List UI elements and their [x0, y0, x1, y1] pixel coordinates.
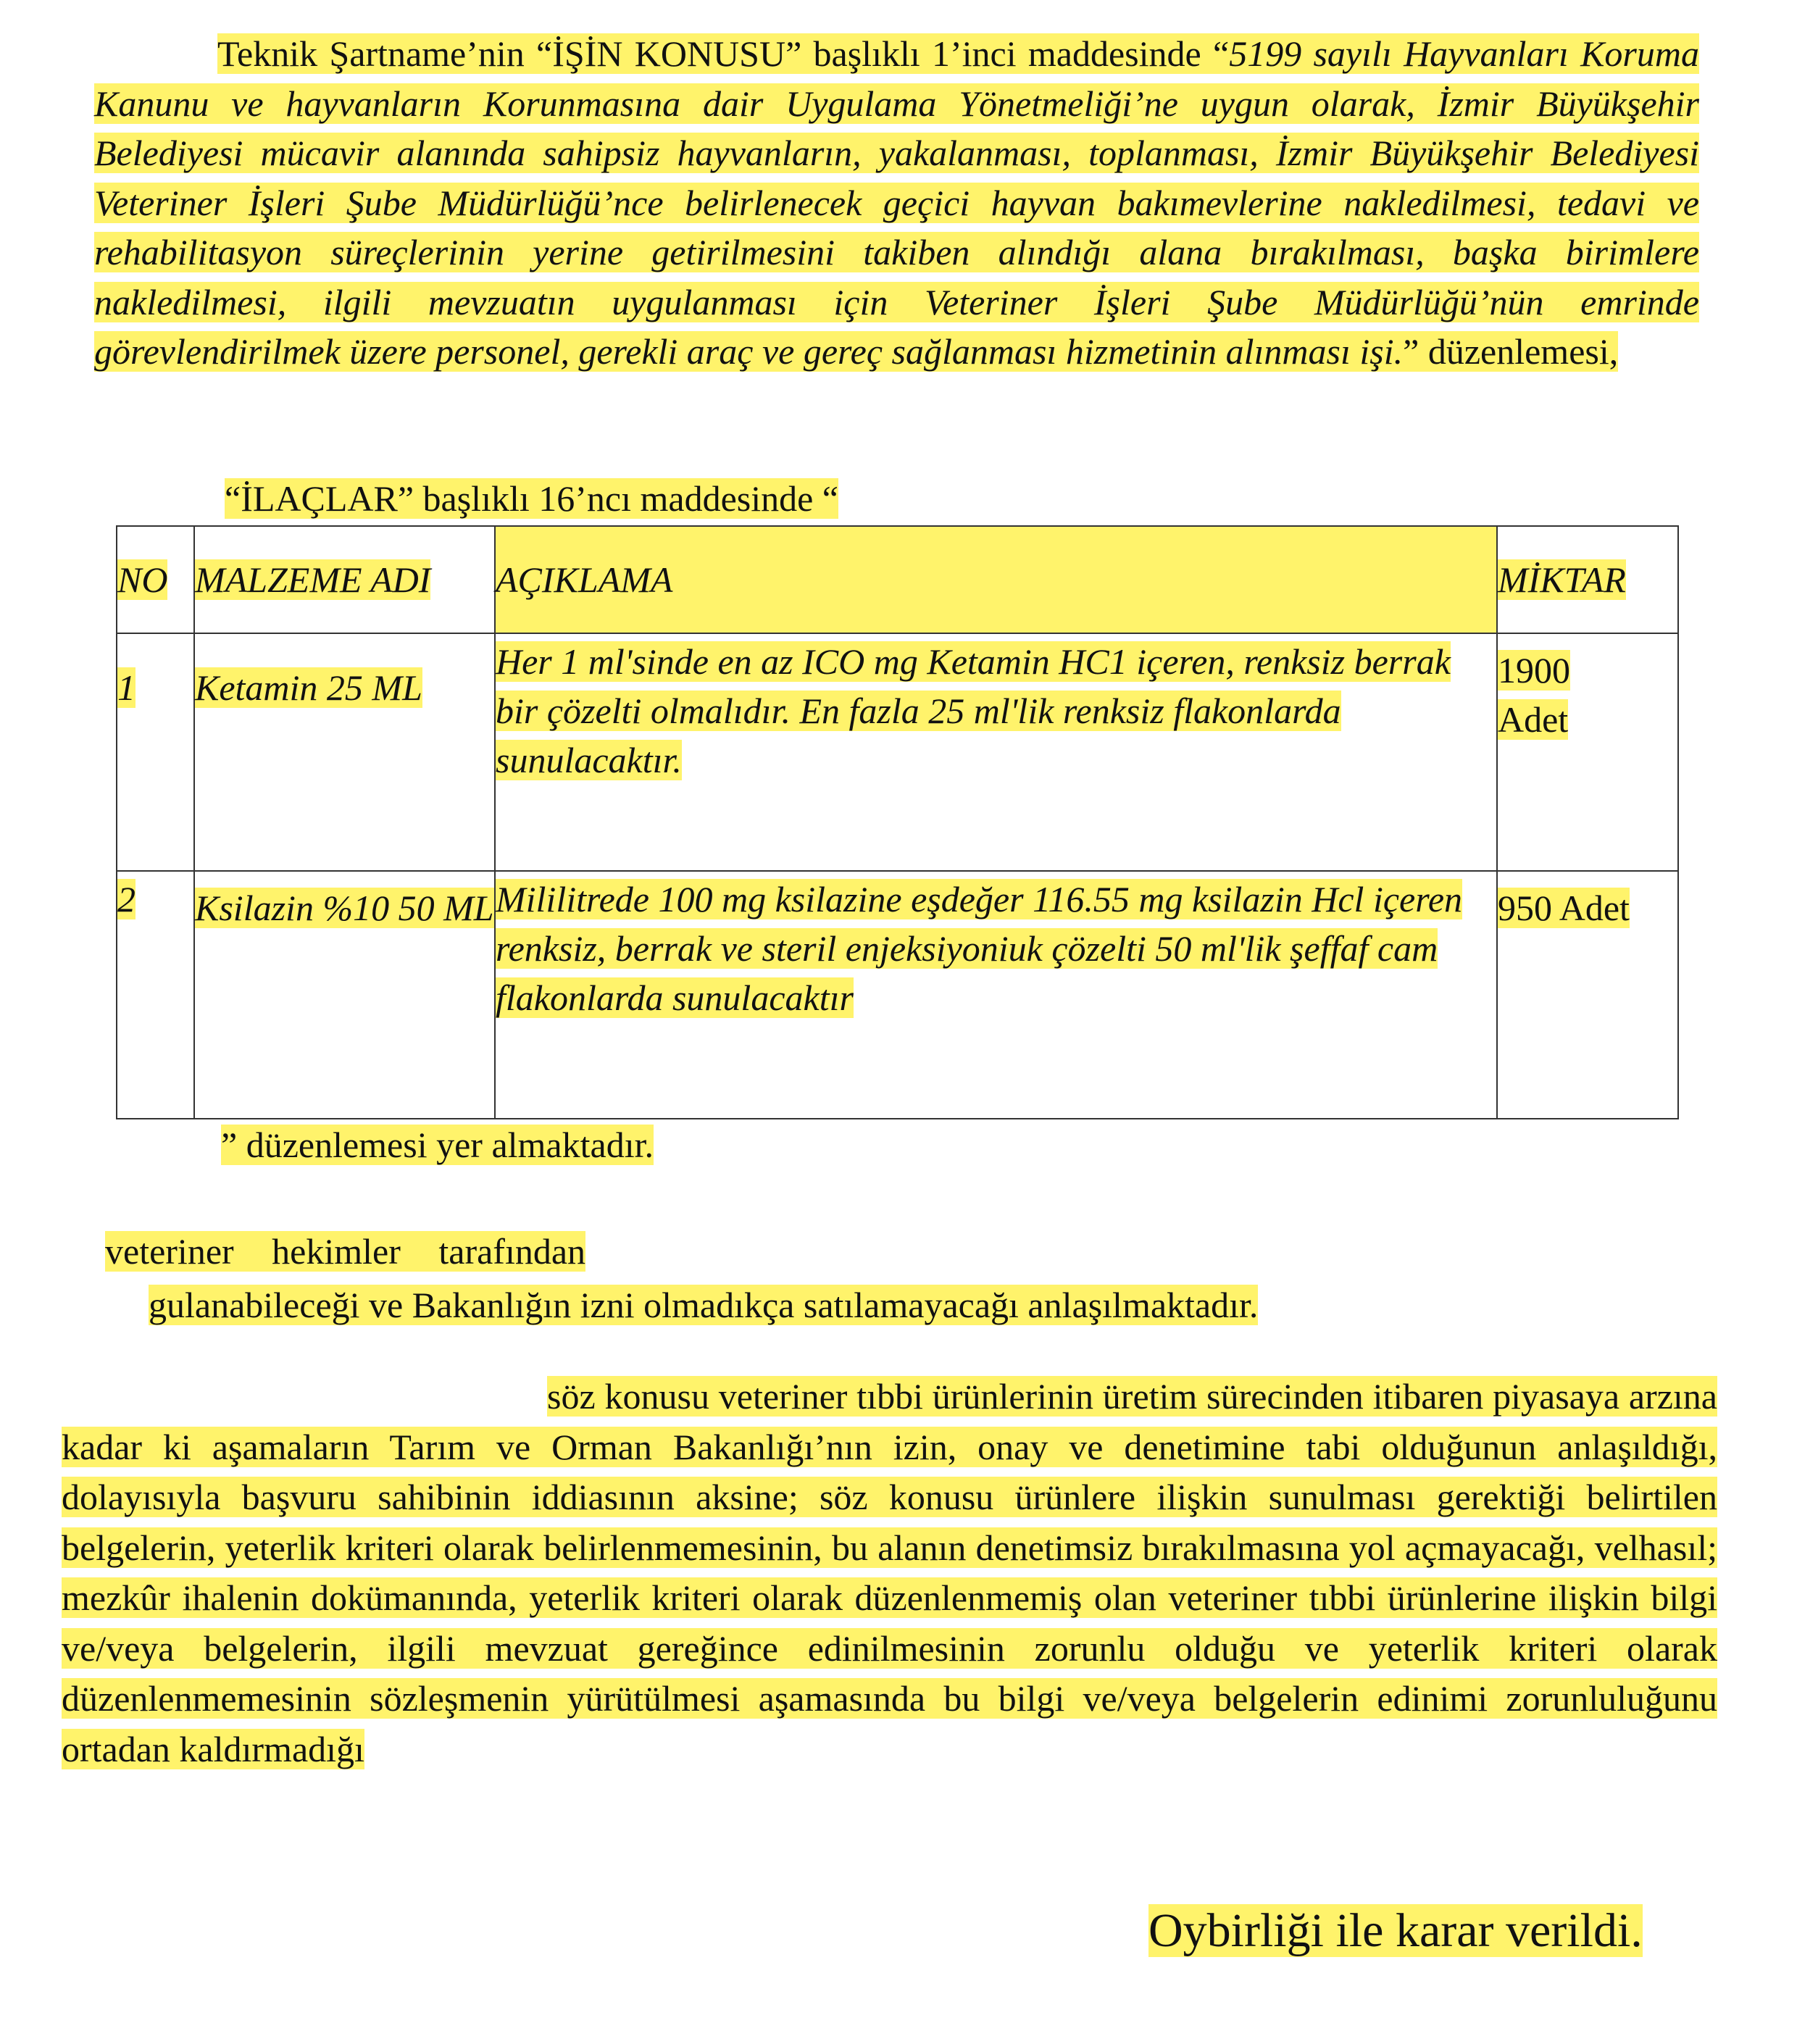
- row-qty: 1900 Adet: [1497, 633, 1678, 871]
- row-name: Ksilazin %10 50 ML: [194, 871, 495, 1119]
- after-table-text: ” düzenlemesi yer almaktadır.: [221, 1125, 654, 1165]
- article-16-heading: [225, 473, 838, 524]
- veterinarian-line-2: gulanabileceği ve Bakanlığın izni olmadıkça satılamayacağı anlaşılmaktadır.: [149, 1285, 1259, 1325]
- article-1-tail: ” düzenlemesi,: [1403, 331, 1619, 372]
- article-1-quote: 5199 sayılı Hayvanları Koruma Kanunu ve hayvanların Korunmasına dair Uygulama Yönetmeliği’ne uygun olarak, İzmir Büyükşehir Belediyesi mücavir alanında sahipsiz hayvanların, yakalanması, toplanması, İzmir Büyükşehir Belediyesi Veteriner İşleri Şube Müdürlüğü’nce belirlenecek geçici hayvan bakımevlerine nakledilmesi, tedavi ve rehabilitasyon süreçlerinin yerine getirilmesini takiben alındığı alana bırakılması, başka birimlere nakledilmesi, ilgili mevzuatın uygulanması için Veteriner İşleri Şube Müdürlüğü’nün emrinde görevlendirilmek üzere personel, gerekli araç ve gereç sağlanması hizmetinin alınması işi.: [94, 33, 1699, 372]
- table-row: [117, 633, 1678, 871]
- conclusion-part-1: söz konusu veteriner tıbbi ürünlerinin üretim sürecinden itibaren piyasaya arzına kadar ki aşamaların Tarım ve Orman Bakanlığı’nın izin, onay ve denetimine tabi olduğunun anlaşıldığı,: [62, 1376, 1717, 1467]
- table-header-row: [117, 526, 1678, 633]
- paragraph-article-1: [94, 29, 1699, 377]
- row-desc: Her 1 ml'sinde en az ICO mg Ketamin HC1 içeren, renksiz berrak bir çözelti olmalıdır. En fazla 25 ml'lik renksiz flakonlarda sunulacaktır.: [495, 633, 1497, 871]
- header-qty: MİKTAR: [1497, 526, 1678, 633]
- veterinarian-line-1: veteriner hekimler tarafından: [105, 1231, 586, 1272]
- article-1-lead: Teknik Şartname’nin “İŞİN KONUSU” başlıklı 1’inci maddesinde “: [217, 33, 1230, 74]
- drugs-table: [116, 525, 1679, 1119]
- row-name: Ketamin 25 ML: [194, 633, 495, 871]
- row-desc: Mililitrede 100 mg ksilazine eşdeğer 116.55 mg ksilazin Hcl içeren renksiz, berrak ve steril enjeksiyoniuk çözelti 50 ml'lik şeffaf cam flakonlarda sunulacaktır: [495, 871, 1497, 1119]
- row-no: 2: [117, 871, 194, 1119]
- row-qty: 950 Adet: [1497, 871, 1678, 1119]
- conclusion-part-2: dolayısıyla başvuru sahibinin iddiasının aksine; söz konusu ürünlere ilişkin sunulması gerektiği belirtilen belgelerin, yeterlik kriteri olarak belirlenmemesinin, bu alanın denetimsiz bırakılmasına yol açmayacağı, velhasıl; mezkûr ihalenin dokümanında, yeterlik kriteri olarak düzenlenmemiş olan veteriner tıbbi ürünlerine ilişkin bilgi ve/veya belgelerin, ilgili mevzuat gereğince edinilmesinin zorunlu olduğu ve yeterlik kriteri olarak düzenlenmemesinin sözleşmenin yürütülmesi aşamasında bu bilgi ve/veya belgelerin edinimi zorunluluğunu ortadan kaldırmadığı: [62, 1477, 1717, 1769]
- header-desc: AÇIKLAMA: [495, 526, 1497, 633]
- header-name: MALZEME ADI: [194, 526, 495, 633]
- table-row: [117, 871, 1678, 1119]
- verdict: Oybirliği ile karar verildi.: [1148, 1904, 1643, 1957]
- article-16-heading-text: “İLAÇLAR” başlıklı 16’ncı maddesinde “: [225, 478, 838, 519]
- paragraph-conclusion: [62, 1372, 1717, 1774]
- row-no: 1: [117, 633, 194, 871]
- header-no: NO: [117, 526, 194, 633]
